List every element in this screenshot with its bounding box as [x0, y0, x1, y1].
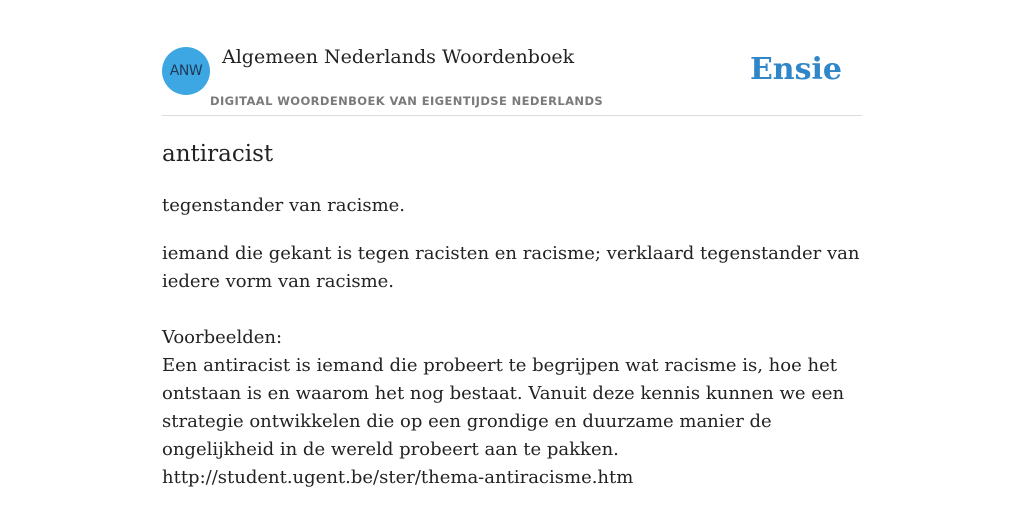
site-subtitle: DIGITAAL WOORDENBOEK VAN EIGENTIJDSE NEDERLANDS [210, 94, 604, 108]
site-header [162, 0, 862, 116]
definition: tegenstander van racisme. [162, 195, 406, 216]
example-source-link[interactable]: http://student.ugent.be/ster/thema-antiracisme.htm [162, 467, 634, 488]
site-title[interactable]: Algemeen Nederlands Woordenboek [222, 46, 575, 68]
logo-text: ANW [169, 63, 203, 79]
entry-card [162, 0, 862, 512]
description: iemand die gekant is tegen racisten en racisme; verklaard tegenstander van iedere vorm van racisme. [162, 243, 860, 292]
example-text: Een antiracist is iemand die probeert te begrijpen wat racisme is, hoe het ontstaan is en waarom het nog bestaat. Vanuit deze kennis kunnen we een strategie ontwikkelen die op een grondige en duurzame manier de ongelijkheid in de wereld probeert aan te pakken. [162, 355, 845, 460]
entry-body [162, 240, 862, 492]
headword: antiracist [162, 141, 274, 167]
anw-logo[interactable] [162, 47, 210, 95]
examples-label: Voorbeelden: [162, 327, 283, 348]
ensie-brand-logo[interactable]: Ensie [749, 52, 842, 87]
